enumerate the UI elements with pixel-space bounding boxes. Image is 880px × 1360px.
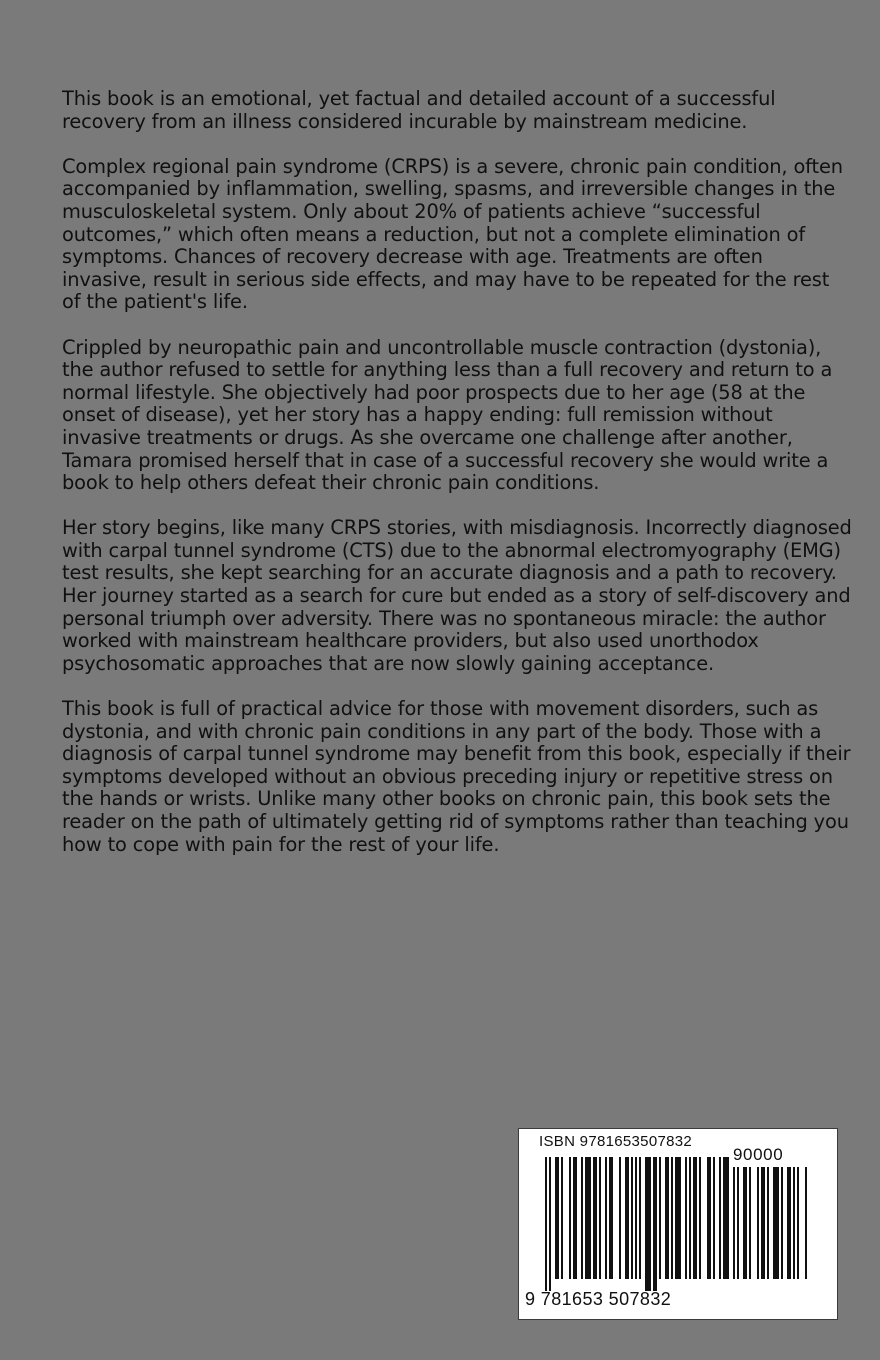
barcode-bar [561, 1157, 563, 1279]
price-addon-barcode-bars [733, 1167, 825, 1281]
barcode-bar [787, 1167, 791, 1279]
barcode-bar [549, 1157, 551, 1291]
blurb-paragraph-4: Her story begins, like many CRPS stories, with misdiagnosis. Incorrectly diagnosed with carpal tunnel syndrome (CTS) due to the abnormal electromyography (EMG) test results, she kept searching for an accurate diagnosis and a path to recovery. Her journey started as a search for cure but ended as a story of self-discovery and personal triumph over adversity. There was no spontaneous miracle: the author worked with mainstream healthcare providers, but also used unorthodox psychosomatic approaches that are now slowly gaining acceptance. [62, 516, 852, 675]
blurb-paragraph-5: This book is full of practical advice for those with movement disorders, such as dystonia, and with chronic pain conditions in any part of the body. Those with a diagnosis of carpal tunnel syndrome may benefit from this book, especially if their symptoms developed without an obvious preceding injury or repetitive stress on the hands or wrists. Unlike many other books on chronic pain, this book sets the reader on the path of ultimately getting rid of symptoms rather than teaching you how to cope with pain for the rest of your life. [62, 697, 851, 856]
isbn-label: ISBN 9781653507832 [539, 1133, 693, 1150]
barcode-bar [555, 1157, 559, 1279]
barcode-bar [645, 1157, 651, 1291]
barcode-bar [761, 1167, 765, 1279]
barcode-bar [609, 1157, 613, 1279]
barcode-bar [573, 1157, 577, 1279]
barcode-bar [625, 1157, 629, 1279]
barcode-bar [743, 1167, 747, 1279]
barcode-bar [797, 1167, 799, 1279]
barcode-bar [719, 1157, 721, 1279]
barcode-bar [599, 1157, 601, 1279]
barcode-bar [581, 1157, 583, 1279]
blurb-paragraph-3: Crippled by neuropathic pain and uncontrollable muscle contraction (dystonia), the author refused to settle for anything less than a full recovery and return to a normal lifestyle. She objectively had poor prospects due to her age (58 at the onset of disease), yet her story has a happy ending: full remission without invasive treatments or drugs. As she overcame one challenge after another, Tamara promised herself that in case of a successful recovery she would write a book to help others defeat their chronic pain conditions. [62, 335, 833, 495]
barcode-bar [749, 1167, 751, 1279]
blurb-paragraph-1: This book is an emotional, yet factual and detailed account of a successful recovery from an illness considered incurable by mainstream medicine. [62, 87, 776, 133]
barcode-bar [665, 1157, 669, 1279]
barcode-bar [593, 1157, 597, 1279]
barcode-bar [757, 1167, 759, 1279]
barcode-bar [793, 1167, 795, 1279]
ean13-barcode-bars [545, 1157, 729, 1293]
barcode-bar [605, 1157, 607, 1279]
barcode-bar [723, 1157, 729, 1279]
isbn-barcode-box [518, 1128, 838, 1320]
barcode-bar [631, 1157, 633, 1279]
barcode-bar [737, 1167, 739, 1279]
barcode-bar [693, 1157, 697, 1279]
barcode-bar [671, 1157, 673, 1279]
barcode-bar [689, 1157, 691, 1279]
barcode-bar [713, 1157, 715, 1279]
barcode-bar [699, 1157, 701, 1279]
blurb-text [62, 88, 852, 879]
barcode-bar [639, 1157, 641, 1279]
barcode-bar [805, 1167, 807, 1279]
price-code: 90000 [733, 1145, 784, 1164]
blurb-paragraph-2: Complex regional pain syndrome (CRPS) is a severe, chronic pain condition, often accompanied by inflammation, swelling, spasms, and irreversible changes in the musculoskeletal system. Only about 20% of patients achieve “successful outcomes,” which often means a reduction, but not a complete elimination of symptoms. Chances of recovery decrease with age. Treatments are often invasive, result in serious side effects, and may have to be repeated for the rest of the patient's life. [62, 154, 843, 314]
barcode-bar [635, 1157, 637, 1279]
barcode-bar [707, 1157, 711, 1279]
barcode-bar [767, 1167, 769, 1279]
barcode-digits: 9 781653 507832 [525, 1289, 672, 1309]
barcode-bar [685, 1157, 687, 1279]
barcode-bar [653, 1157, 657, 1291]
barcode-bar [619, 1157, 621, 1279]
barcode-bar [675, 1157, 681, 1279]
barcode-bar [733, 1167, 735, 1279]
barcode-bar [569, 1157, 571, 1279]
barcode-bar [773, 1167, 779, 1279]
barcode-bar [659, 1157, 661, 1279]
barcode-bar [585, 1157, 591, 1279]
barcode-bar [545, 1157, 547, 1291]
barcode-bar [781, 1167, 783, 1279]
